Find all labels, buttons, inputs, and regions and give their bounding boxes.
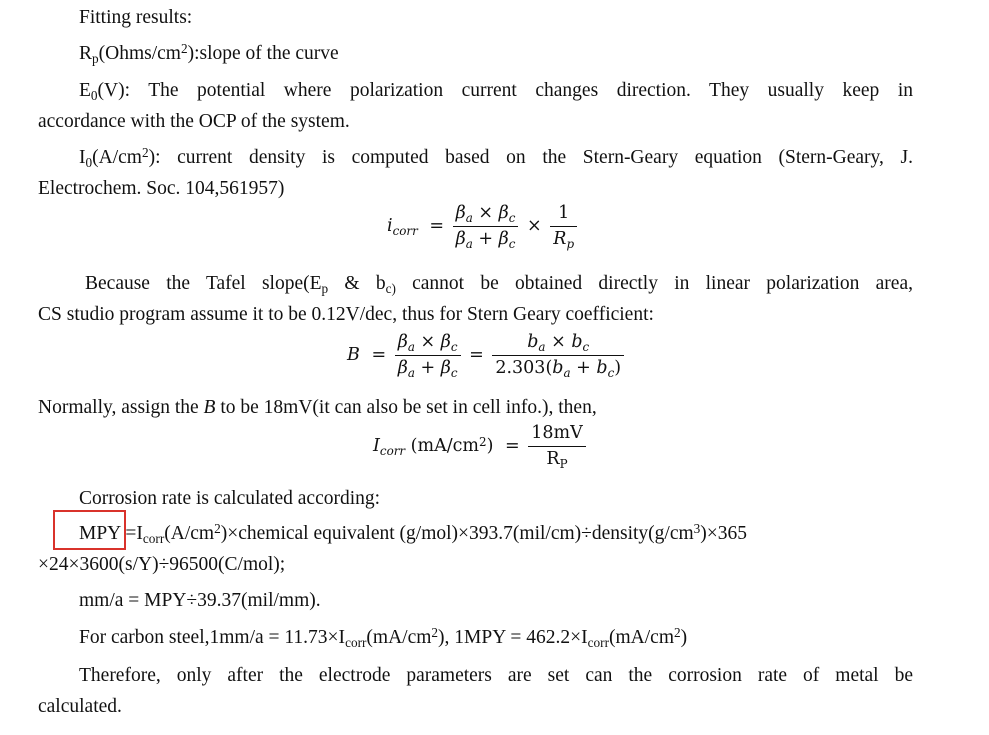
tafel-paragraph: Because the Tafel $slope(E_p$ & $b_{c)}$ cannot be obtained directly in linear polarization area, [85,273,913,297]
e0-definition-cont: accordance with the OCP of the system. [38,111,350,132]
mpy-term: MPY [79,523,121,544]
mm-per-year-line: mm/a = MPY÷39.37(mil/mm). [79,590,321,611]
icorr-equation: $I_{corr}$ $(mA/cm^2)$ = $\frac{18mV}{R_P}$ [370,423,586,470]
normally-line: Normally, assign the B to be 18mV(it can also be set in cell info.), then, [38,397,597,418]
i0-definition: $I_0(A/cm^2)$: current density is computed based on the Stern-Geary equation (Stern-Geary, J. [79,145,913,171]
therefore-paragraph: Therefore, only after the electrode parameters are set can the corrosion rate of metal be [79,665,913,686]
i0-definition-cont: Electrochem. Soc. 104,561957) [38,178,285,199]
stern-geary-coefficient-equation: B = $\frac{\beta_a \times \beta_c}{\beta_a + \beta_c}$ = $\frac{b_a \times b_c}{2.303(b_a + b_c)}$ [344,332,624,379]
mpy-highlight-box [53,510,126,550]
stern-geary-equation: $i_{corr}$ = $\frac{\beta_a \times \beta_c}{\beta_a + \beta_c}$ × $\frac{1}{R_p}$ [384,203,577,250]
e0-definition: $E_0(V)$: The potential where polarization current changes direction. They usually keep in [79,80,913,104]
mpy-formula: MPY $=I_{corr}(A/cm^2)\times chemical$ equivalent $(g/mol)\times 393.7(mil/cm)\div density(g/cm^3)\times 365$ [79,521,748,547]
corrosion-rate-heading: Corrosion rate is calculated according: [79,488,381,509]
fitting-results-heading: Fitting results: [79,7,193,28]
carbon-steel-line: For carbon steel,1mm/a = $11.73\times I_{corr}(mA/cm^2)$, $1MPY = 462.2\times I_{corr}(mA/cm^2)$ [79,625,688,651]
therefore-paragraph-cont: calculated. [38,696,122,717]
tafel-paragraph-cont: CS studio program assume it to be 0.12V/dec, thus for Stern Geary coefficient: [38,304,654,325]
rp-definition: $R_p(Ohms/cm^2):slope$ of the curve [79,41,339,67]
mpy-formula-cont: ×24×3600(s/Y)÷96500(C/mol); [38,554,286,575]
